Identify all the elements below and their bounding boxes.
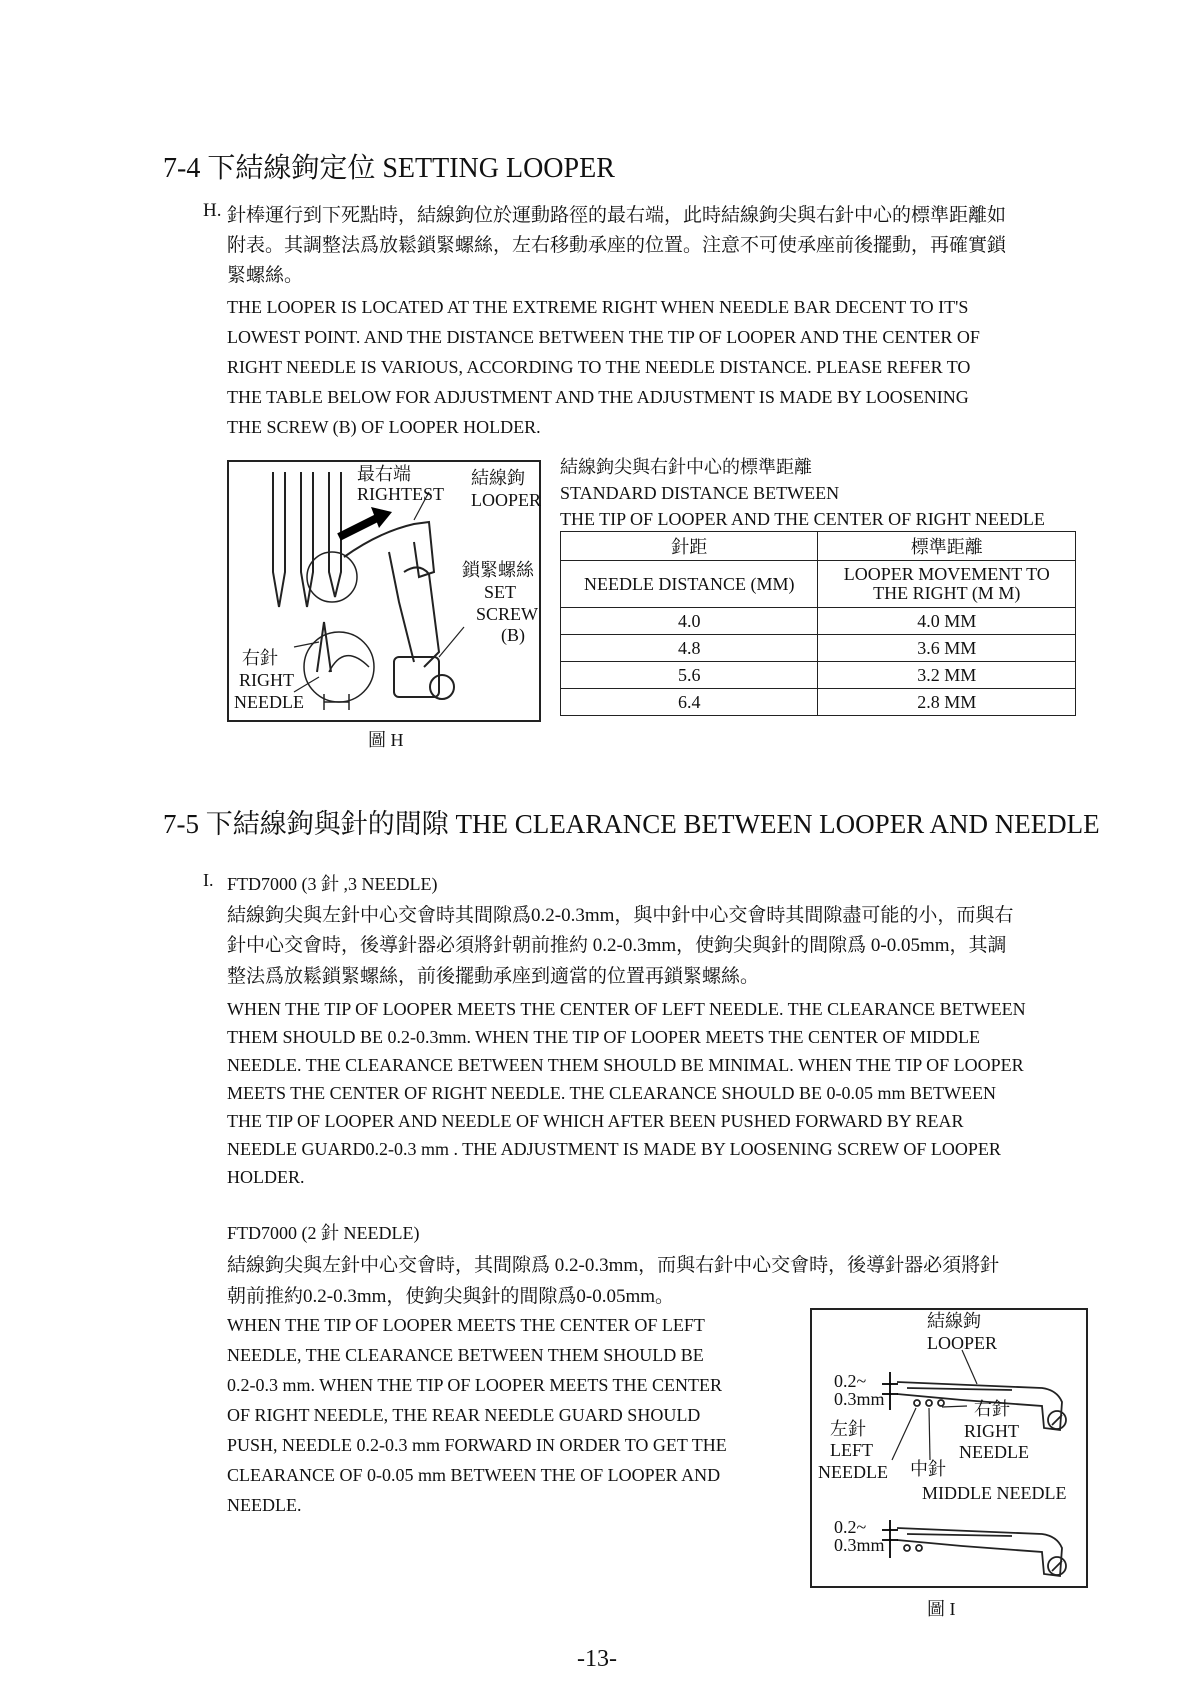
table-header-cell: 標準距離 <box>818 532 1076 561</box>
figure-i <box>810 1308 1088 1588</box>
page-number: -13- <box>577 1646 617 1672</box>
en-paragraph-line: THE TIP OF LOOPER AND NEEDLE OF WHICH AFTER BEEN PUSHED FORWARD BY REAR <box>227 1111 964 1131</box>
label-left-needle-en: NEEDLE <box>818 1462 888 1482</box>
label-set-screw-en: SET <box>484 582 517 602</box>
label-gap-lower: 0.3mm <box>834 1535 885 1555</box>
label-looper-en: LOOPER <box>927 1333 998 1353</box>
label-rightest-en: RIGHTEST <box>357 484 444 504</box>
en-paragraph-line: CLEARANCE OF 0-0.05 mm BETWEEN THE OF LOOPER AND <box>227 1465 721 1485</box>
table-row <box>561 662 1076 689</box>
label-set-screw-en: SCREW <box>476 604 539 624</box>
table-header-line: THE RIGHT (M M) <box>873 583 1021 603</box>
label-right-needle-en: NEEDLE <box>234 692 304 712</box>
table-cell: 4.8 <box>561 635 818 662</box>
item-h-label: H. <box>203 200 222 221</box>
subsection-title: FTD7000 (3 針 ,3 NEEDLE) <box>227 874 438 894</box>
en-paragraph-line: HOLDER. <box>227 1167 305 1187</box>
label-right-needle-en: RIGHT <box>239 670 294 690</box>
table-title-zh: 結線鉤尖與右針中心的標準距離 <box>560 457 812 477</box>
item-i-label: I. <box>203 870 214 890</box>
en-paragraph-line: NEEDLE. THE CLEARANCE BETWEEN THEM SHOULD BE MINIMAL. WHEN THE TIP OF LOOPER <box>227 1055 1024 1075</box>
label-right-needle-zh: 右針 <box>242 648 278 668</box>
zh-paragraph-line: 緊螺絲。 <box>227 265 304 286</box>
en-paragraph-line: RIGHT NEEDLE IS VARIOUS, ACCORDING TO THE NEEDLE DISTANCE. PLEASE REFER TO <box>227 357 971 377</box>
zh-paragraph-line: 針中心交會時，後導針器必須將針朝前推約 0.2-0.3mm，使鉤尖與針的間隙爲 0-0.05mm，其調 <box>227 935 1007 956</box>
table-header-line: LOOPER MOVEMENT TO <box>843 564 1050 584</box>
en-paragraph-line: PUSH, NEEDLE 0.2-0.3 mm FORWARD IN ORDER TO GET THE <box>227 1435 727 1455</box>
table-cell: 4.0 MM <box>818 608 1076 635</box>
zh-paragraph-line: 結線鉤尖與左針中心交會時其間隙爲0.2-0.3mm，與中針中心交會時其間隙盡可能的小，而與右 <box>227 905 1014 926</box>
table-header-row <box>561 532 1076 561</box>
table-row <box>561 608 1076 635</box>
label-rightest-zh: 最右端 <box>357 464 411 484</box>
zh-paragraph-line: 附表。其調整法爲放鬆鎖緊螺絲，左右移動承座的位置。注意不可使承座前後擺動，再確實鎖 <box>227 235 1007 256</box>
zh-paragraph-line: 結線鉤尖與左針中心交會時，其間隙爲 0.2-0.3mm，而與右針中心交會時，後導針器必須將針 <box>227 1255 1000 1276</box>
en-paragraph-line: NEEDLE, THE CLEARANCE BETWEEN THEM SHOULD BE <box>227 1345 704 1365</box>
en-paragraph-line: NEEDLE. <box>227 1495 302 1515</box>
label-looper-en: LOOPER <box>471 490 542 510</box>
figure-i-caption: 圖 I <box>927 1599 956 1619</box>
en-paragraph-line: OF RIGHT NEEDLE, THE REAR NEEDLE GUARD SHOULD <box>227 1405 701 1425</box>
label-left-needle-en: LEFT <box>830 1440 873 1460</box>
section-7-5-heading: 7-5 下結線鉤與針的間隙 THE CLEARANCE BETWEEN LOOPER AND NEEDLE <box>163 809 1100 839</box>
label-right-needle-en: NEEDLE <box>959 1442 1029 1462</box>
en-paragraph-line: THE LOOPER IS LOCATED AT THE EXTREME RIGHT WHEN NEEDLE BAR DECENT TO IT'S <box>227 297 969 317</box>
label-set-screw-zh: 鎖緊螺絲 <box>462 560 534 580</box>
label-looper-zh: 結線鉤 <box>471 468 525 488</box>
label-gap-lower: 0.2~ <box>834 1517 867 1537</box>
table-header-cell: 針距 <box>561 532 818 561</box>
figure-h-caption: 圖 H <box>368 730 404 750</box>
subsection-title: FTD7000 (2 針 NEEDLE) <box>227 1223 420 1243</box>
label-right-needle-en: RIGHT <box>964 1421 1019 1441</box>
en-paragraph-line: WHEN THE TIP OF LOOPER MEETS THE CENTER OF LEFT <box>227 1315 705 1335</box>
en-paragraph-line: LOWEST POINT. AND THE DISTANCE BETWEEN THE TIP OF LOOPER AND THE CENTER OF <box>227 327 980 347</box>
label-looper-zh: 結線鉤 <box>927 1311 981 1331</box>
standard-distance-table <box>560 531 1076 716</box>
label-right-needle-zh: 右針 <box>974 1399 1010 1419</box>
zh-paragraph-line: 整法爲放鬆鎖緊螺絲，前後擺動承座到適當的位置再鎖緊螺絲。 <box>227 966 760 987</box>
table-cell: 2.8 MM <box>818 689 1076 716</box>
table-row <box>561 689 1076 716</box>
table-title-en: THE TIP OF LOOPER AND THE CENTER OF RIGHT NEEDLE <box>560 509 1045 529</box>
section-7-4-heading: 7-4 下結線鉤定位 SETTING LOOPER <box>163 153 615 184</box>
label-middle-needle-en: MIDDLE NEEDLE <box>922 1483 1067 1503</box>
table-header-row <box>561 561 1076 608</box>
en-paragraph-line: 0.2-0.3 mm. WHEN THE TIP OF LOOPER MEETS THE CENTER <box>227 1375 722 1395</box>
table-title-en: STANDARD DISTANCE BETWEEN <box>560 483 840 503</box>
zh-paragraph-line: 朝前推約0.2-0.3mm，使鉤尖與針的間隙爲0-0.05mm。 <box>227 1286 675 1307</box>
table-row <box>561 635 1076 662</box>
table-cell: 3.6 MM <box>818 635 1076 662</box>
table-cell: 4.0 <box>561 608 818 635</box>
label-set-screw-en: (B) <box>501 625 525 645</box>
figure-h <box>227 460 541 722</box>
en-paragraph-line: THE TABLE BELOW FOR ADJUSTMENT AND THE ADJUSTMENT IS MADE BY LOOSENING <box>227 387 969 407</box>
label-gap-upper: 0.3mm <box>834 1389 885 1409</box>
label-middle-needle-zh: 中針 <box>910 1459 946 1479</box>
en-paragraph-line: NEEDLE GUARD0.2-0.3 mm . THE ADJUSTMENT IS MADE BY LOOSENING SCREW OF LOOPER <box>227 1139 1001 1159</box>
table-header-cell <box>818 561 1076 608</box>
en-paragraph-line: WHEN THE TIP OF LOOPER MEETS THE CENTER OF LEFT NEEDLE. THE CLEARANCE BETWEEN <box>227 999 1026 1019</box>
en-paragraph-line: THE SCREW (B) OF LOOPER HOLDER. <box>227 417 541 437</box>
zh-paragraph-line: 針棒運行到下死點時，結線鉤位於運動路徑的最右端，此時結線鉤尖與右針中心的標準距離如 <box>227 205 1007 226</box>
table-cell: 3.2 MM <box>818 662 1076 689</box>
table-header-cell: NEEDLE DISTANCE (MM) <box>561 561 818 608</box>
en-paragraph-line: THEM SHOULD BE 0.2-0.3mm. WHEN THE TIP OF LOOPER MEETS THE CENTER OF MIDDLE <box>227 1027 980 1047</box>
table-cell: 5.6 <box>561 662 818 689</box>
label-left-needle-zh: 左針 <box>830 1419 866 1439</box>
label-gap-upper: 0.2~ <box>834 1371 867 1391</box>
en-paragraph-line: MEETS THE CENTER OF RIGHT NEEDLE. THE CLEARANCE SHOULD BE 0-0.05 mm BETWEEN <box>227 1083 996 1103</box>
table-cell: 6.4 <box>561 689 818 716</box>
